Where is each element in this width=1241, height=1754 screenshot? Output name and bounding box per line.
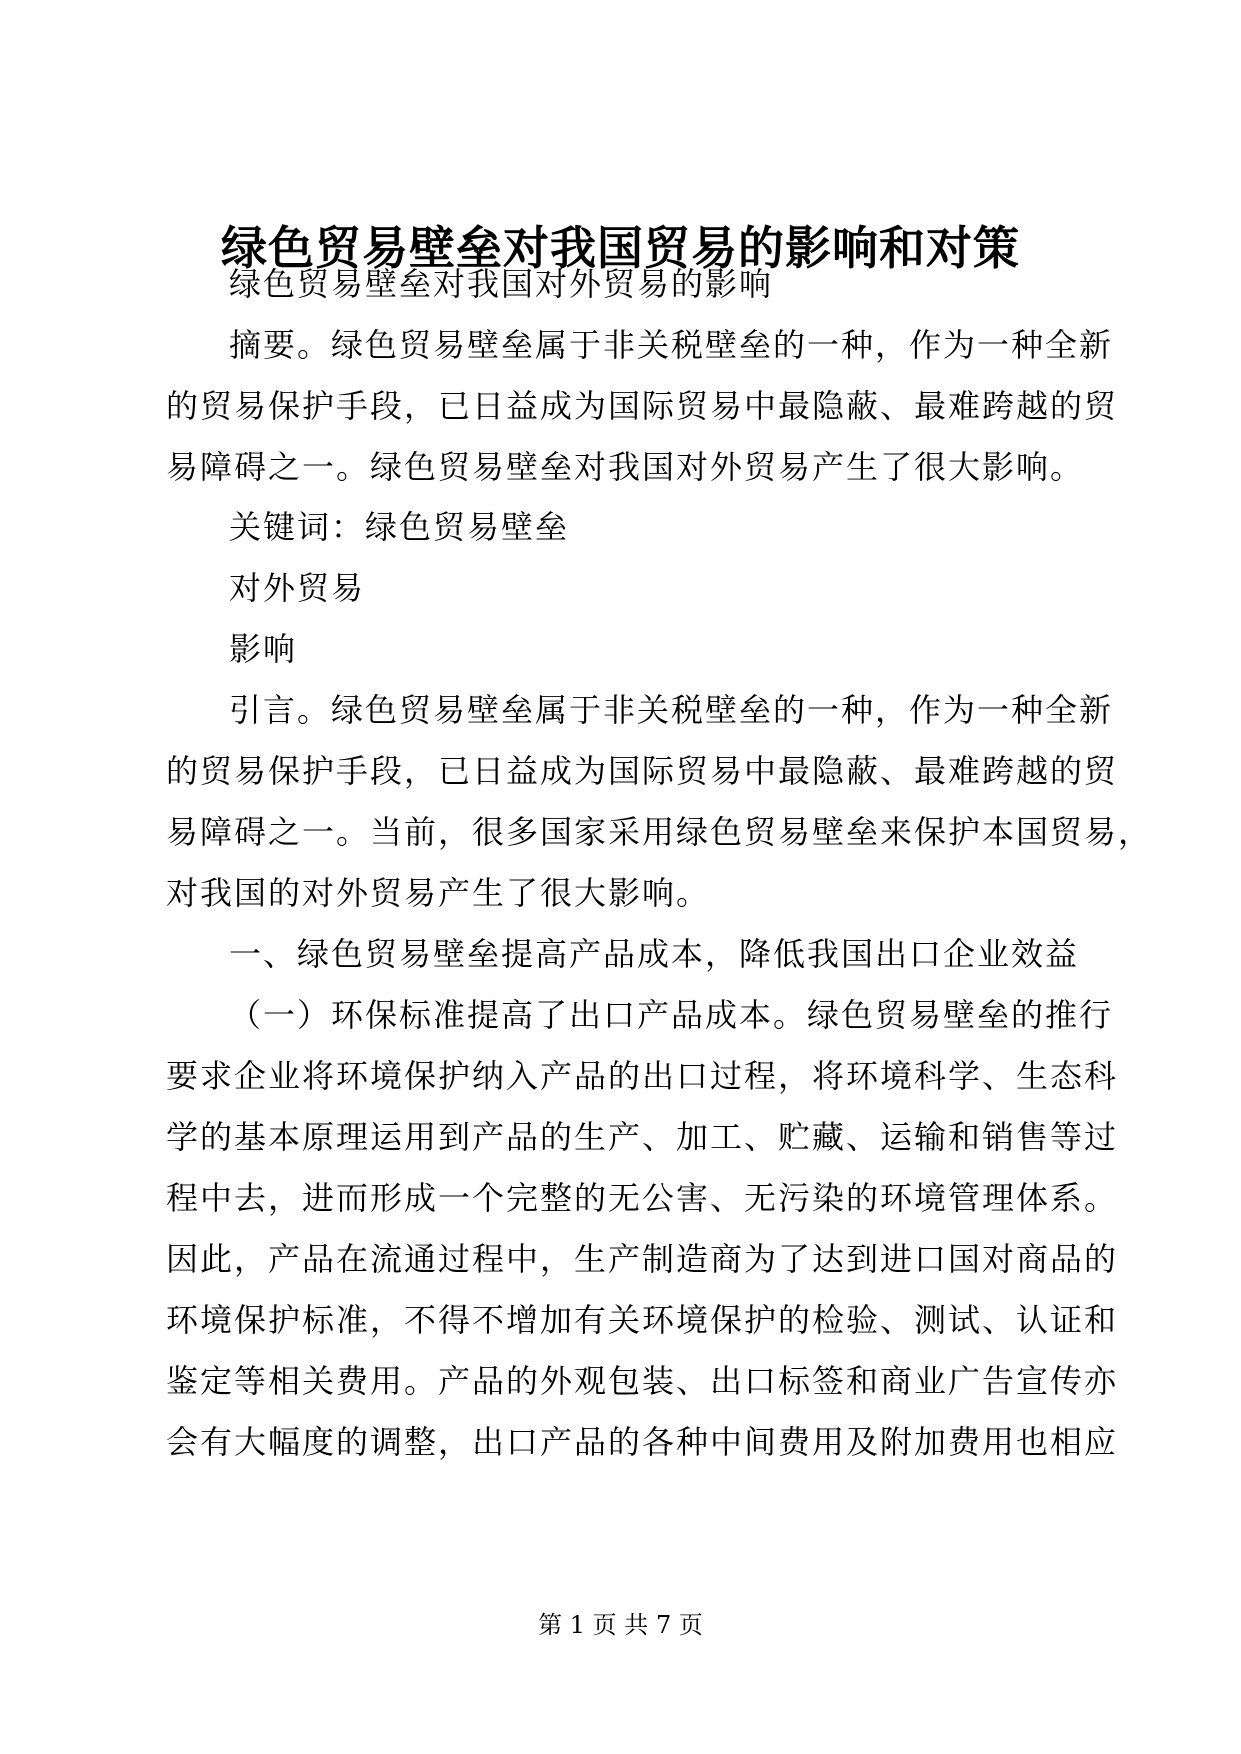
body-line: 鉴定等相关费用。产品的外观包装、出口标签和商业广告宣传亦 bbox=[166, 1362, 1119, 1400]
abstract-line: 易障碍之一。绿色贸易壁垒对我国对外贸易产生了很大影响。 bbox=[166, 448, 1085, 486]
body-line: 因此，产品在流通过程中，生产制造商为了达到进口国对商品的 bbox=[166, 1240, 1119, 1278]
document-title: 绿色贸易壁垒对我国贸易的影响和对策 bbox=[221, 221, 1020, 275]
subtitle-line: 绿色贸易壁垒对我国对外贸易的影响 bbox=[229, 265, 774, 303]
abstract-line: 摘要。绿色贸易壁垒属于非关税壁垒的一种，作为一种全新 bbox=[229, 326, 1114, 364]
body-line: 程中去，进而形成一个完整的无公害、无污染的环境管理体系。 bbox=[166, 1179, 1119, 1217]
keywords-line: 关键词：绿色贸易壁垒 bbox=[229, 508, 570, 546]
body-line: 会有大幅度的调整，出口产品的各种中间费用及附加费用也相应 bbox=[166, 1423, 1119, 1461]
intro-line: 的贸易保护手段，已日益成为国际贸易中最隐蔽、最难跨越的贸 bbox=[166, 752, 1119, 790]
body-line: 要求企业将环境保护纳入产品的出口过程，将环境科学、生态科 bbox=[166, 1057, 1119, 1095]
body-line: 学的基本原理运用到产品的生产、加工、贮藏、运输和销售等过 bbox=[166, 1118, 1119, 1156]
intro-line: 引言。绿色贸易壁垒属于非关税壁垒的一种，作为一种全新 bbox=[229, 691, 1114, 729]
keyword-item: 对外贸易 bbox=[229, 569, 366, 607]
page-footer: 第 1 页 共 7 页 bbox=[538, 1611, 703, 1639]
intro-line: 易障碍之一。当前，很多国家采用绿色贸易壁垒来保护本国贸易， bbox=[166, 813, 1153, 851]
section-heading: 一、绿色贸易壁垒提高产品成本，降低我国出口企业效益 bbox=[229, 935, 1080, 973]
body-line: 环境保护标准，不得不增加有关环境保护的检验、测试、认证和 bbox=[166, 1301, 1119, 1339]
body-line: （一）环保标准提高了出口产品成本。绿色贸易壁垒的推行 bbox=[229, 996, 1114, 1034]
intro-line: 对我国的对外贸易产生了很大影响。 bbox=[166, 874, 711, 912]
abstract-line: 的贸易保护手段，已日益成为国际贸易中最隐蔽、最难跨越的贸 bbox=[166, 387, 1119, 425]
keyword-item: 影响 bbox=[229, 630, 298, 668]
